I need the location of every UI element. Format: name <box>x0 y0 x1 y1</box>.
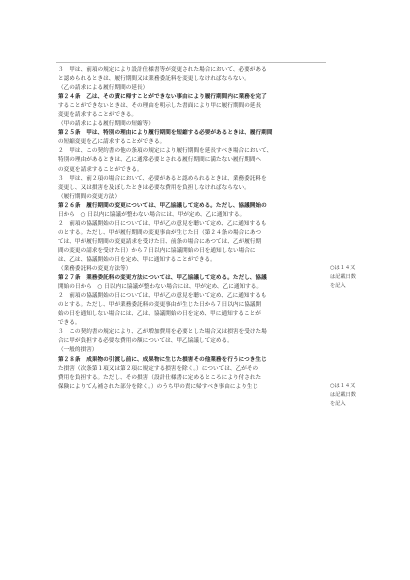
section-heading: （業務委託料の変更方法等） <box>58 266 132 273</box>
text-line: のとする。ただし、甲が業務委託料の変更事由が生じた日から７日以内に協議開 <box>58 302 262 309</box>
article-26: 第２６条 履行期間の変更については、甲乙協議して定める。ただし、協議開始の <box>58 202 267 209</box>
text-line: ３ 甲は、前２項の場合において、必要があると認められるときは、業務委託料を <box>58 175 267 182</box>
text-line: は、乙は、協議開始の日を定め、甲に通知することができる。 <box>58 256 216 263</box>
text-line: することができないときは、その理由を明示した書面により甲に履行期間の延長 <box>58 103 262 110</box>
text-line: と認められるときは、履行期間又は業務委託料を変更しなければならない。 <box>58 76 250 83</box>
side-note-line: を記入 <box>330 401 346 407</box>
article-25: 第２５条 甲は、特別の理由により履行期間を短縮する必要があるときは、履行期間 <box>58 130 273 137</box>
text-line: 合に甲が負担する必要な費用の額については、甲乙協議して定める。 <box>58 338 233 345</box>
text-line: の変更を請求することができる。 <box>58 166 143 173</box>
text-line: ２ 前項の協議開始の日については、甲が乙の意見を聴いて定め、乙に通知するも <box>58 293 267 300</box>
text-line: ては、甲が履行期間の変更請求を受けた日、前条の場合にあつては、乙が履行期 <box>58 238 262 245</box>
text-line: 保険によりてん補された部分を除く。）のうち甲の責に帰すべき事由により生じ <box>58 383 259 390</box>
text-line: た損害（次条第１項又は第２項に規定する損害を除く。）については、乙がその <box>58 365 259 372</box>
text-line: ２ 甲は、この契約書の他の条項の規定により履行期間を延長すべき場合において、 <box>58 148 273 155</box>
side-note-line: は記載日数 <box>330 274 356 280</box>
article-27: 第２７条 業務委託料の変更方法については、甲乙協議して定める。ただし、協議 <box>58 275 267 282</box>
side-note-line: は記載日数 <box>330 392 356 398</box>
text-line: ３ この契約書の規定により、乙が増加費用を必要とした場合又は損害を受けた場 <box>58 329 267 336</box>
section-heading: （甲の請求による履行期間の短縮等） <box>58 121 154 128</box>
text-line: 特別の理由があるときは、乙に通常必要とされる履行期間に満たない履行期間へ <box>58 157 262 164</box>
article-28: 第２８条 成果物の引渡し前に、成果物に生じた損害その他業務を行うにつき生じ <box>58 356 267 363</box>
text-line: 間の変更の請求を受けた日）から７日以内に協議開始の日を通知しない場合に <box>58 247 256 254</box>
text-line: 日から ○ 日以内に協議が整わない場合には、甲が定め、乙に通知する。 <box>58 211 246 218</box>
text-line: の短縮変更を乙に請求することができる。 <box>58 139 166 146</box>
text-line: 変更を請求することができる。 <box>58 112 138 119</box>
text-line: できる。 <box>58 320 81 327</box>
text-line: 変更し、又は損害を及ぼしたときは必要な費用を負担しなければならない。 <box>58 184 250 191</box>
document-body <box>58 66 320 392</box>
text-line: ３ 甲は、前項の規定により設計仕様書等が変更された場合において、必要がある <box>58 67 267 73</box>
text-line: 開始の日から ○ 日以内に協議が整わない場合には、甲が定め、乙に通知する。 <box>58 284 263 291</box>
text-line: のとする。ただし、甲が履行期間の変更事由が生じた日（第２４条の場合にあつ <box>58 229 262 236</box>
side-note-line: ○は１４又 <box>330 383 356 389</box>
text-line: 費用を負担する。ただし、その損害（設計仕様書に定めるところにより付された <box>58 374 262 381</box>
text-line: ２ 前項の協議開始の日については、甲が乙の意見を聴いて定め、乙に通知するも <box>58 220 267 227</box>
side-note-line: ○は１４又 <box>330 265 356 271</box>
top-rule <box>56 62 326 63</box>
text-line: 始の日を通知しない場合には、乙は、協議開始の日を定め、甲に通知することが <box>58 311 261 318</box>
side-note-line: を記入 <box>330 283 346 289</box>
article-24: 第２４条 乙は、その責に帰すことができない事由により履行期間内に業務を完了 <box>58 94 267 101</box>
side-note-2 <box>330 382 356 409</box>
section-heading: （一般的損害） <box>58 347 98 354</box>
side-note-1 <box>330 264 356 291</box>
section-heading: （履行期間の変更方法） <box>58 193 121 200</box>
section-heading: （乙の請求による履行期間の延長） <box>58 85 149 92</box>
